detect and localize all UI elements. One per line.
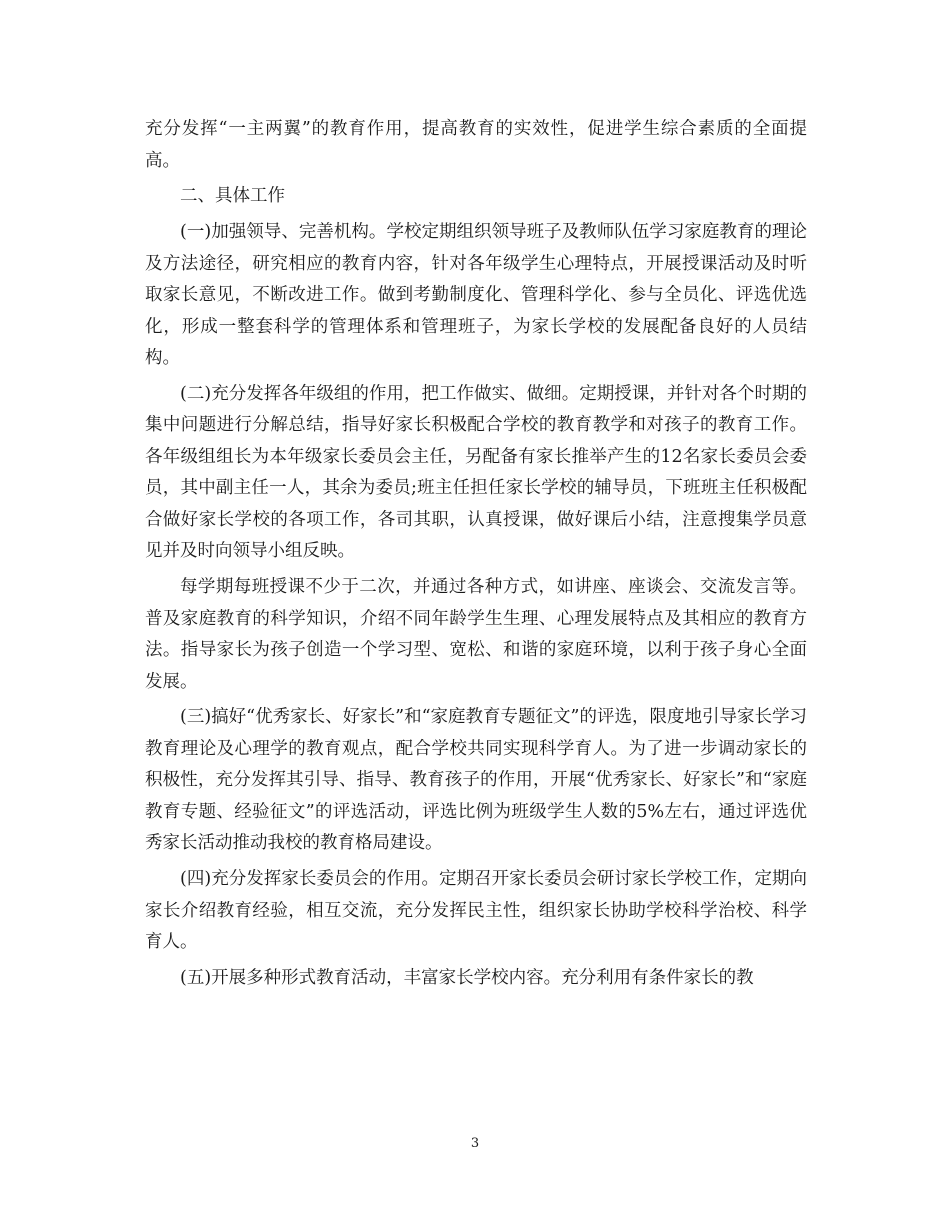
paragraph-item-2-continued: 每学期每班授课不少于二次，并通过各种方式，如讲座、座谈会、交流发言等。普及家庭教育的科学知识，介绍不同年龄学生生理、心理发展特点及其相应的教育方法。指导家长为孩子创造一个学习型、宽松、和谐的家庭环境，以利于孩子身心全面发展。 xyxy=(145,577,807,692)
paragraph-item-2: (二)充分发挥各年级组的作用，把工作做实、做细。定期授课，并针对各个时期的集中问题进行分解总结，指导好家长积极配合学校的教育教学和对孩子的教育工作。各年级组组长为本年级家长委员会主任，另配备有家长推举产生的12名家长委员会委员，其中副主任一人，其余为委员;班主任担任家长学校的辅导员，下班班主任积极配合做好家长学校的各项工作，各司其职，认真授课，做好课后小结，注意搜集学员意见并及时向领导小组反映。 xyxy=(145,383,807,562)
paragraph-item-1: (一)加强领导、完善机构。学校定期组织领导班子及教师队伍学习家庭教育的理论及方法途径，研究相应的教育内容，针对各年级学生心理特点，开展授课活动及时听取家长意见，不断改进工作。做到考勤制度化、管理科学化、参与全员化、评选优选化，形成一整套科学的管理体系和管理班子，为家长学校的发展配备良好的人员结构。 xyxy=(145,222,807,369)
paragraph-item-4: (四)充分发挥家长委员会的作用。定期召开家长委员会研讨家长学校工作，定期向家长介绍教育经验，相互交流，充分发挥民主性，组织家长协助学校科学治校、科学育人。 xyxy=(145,869,807,953)
page-number: 3 xyxy=(470,1136,480,1151)
document-body xyxy=(145,114,807,999)
paragraph-item-3: (三)搞好“优秀家长、好家长”和“家庭教育专题征文”的评选，限度地引导家长学习教育理论及心理学的教育观点，配合学校共同实现科学育人。为了进一步调动家长的积极性，充分发挥其引导、指导、教育孩子的作用，开展“优秀家长、好家长”和“家庭教育专题、经验征文”的评选活动，评选比例为班级学生人数的5%左右，通过评选优秀家长活动推动我校的教育格局建设。 xyxy=(145,707,807,854)
section-heading: 二、具体工作 xyxy=(180,186,285,207)
paragraph-intro-continuation: 充分发挥“一主两翼”的教育作用，提高教育的实效性，促进学生综合素质的全面提高。 xyxy=(145,119,807,171)
paragraph-item-5: (五)开展多种形式教育活动，丰富家长学校内容。充分利用有条件家长的教 xyxy=(180,968,754,989)
